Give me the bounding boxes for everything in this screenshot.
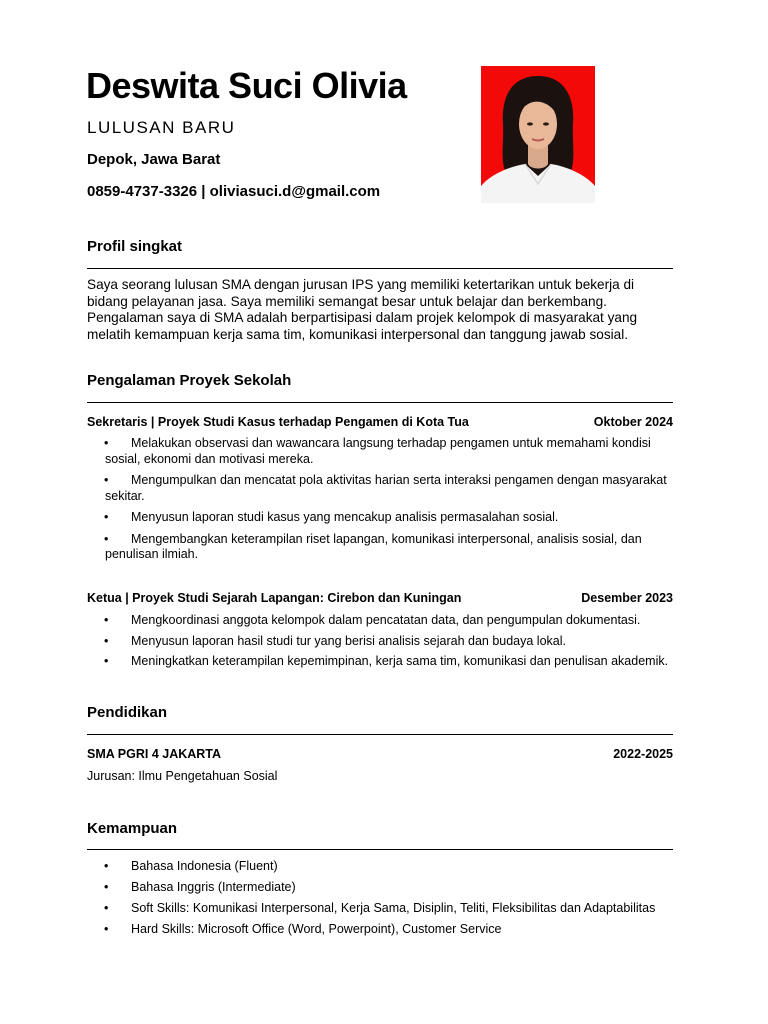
skills-divider [87, 849, 673, 850]
profile-section-title: Profil singkat [87, 238, 183, 255]
experience-entry-date: Desember 2023 [581, 591, 673, 605]
list-item: • Mengumpulkan dan mencatat pola aktivitas harian serta interaksi pengamen dengan masyarakat sekitar. [104, 473, 667, 503]
candidate-role: LULUSAN BARU [87, 118, 236, 137]
list-item: • Menyusun laporan studi kasus yang mencakup analisis permasalahan sosial. [104, 510, 559, 524]
bullet-icon: • [104, 510, 109, 524]
experience-entry-date: Oktober 2024 [593, 415, 673, 429]
bullet-icon: • [104, 859, 109, 873]
list-item: • Mengkoordinasi anggota kelompok dalam pencatatan data, dan pengumpulan dokumentasi. [104, 613, 641, 627]
skills-section-title: Kemampuan [87, 820, 178, 837]
experience-entry-title: Ketua | Proyek Studi Sejarah Lapangan: Cirebon dan Kuningan [87, 591, 462, 605]
list-item: • Meningkatkan keterampilan kepemimpinan, kerja sama tim, komunikasi dan penulisan akademik. [104, 654, 669, 668]
bullet-icon: • [104, 901, 109, 915]
education-section-title: Pendidikan [87, 704, 168, 721]
experience-section-title: Pengalaman Proyek Sekolah [87, 372, 292, 389]
skills-bullet-list [87, 859, 673, 938]
experience-divider [87, 402, 673, 403]
education-major: Jurusan: Ilmu Pengetahuan Sosial [87, 769, 278, 783]
list-item: • Bahasa Indonesia (Fluent) [104, 859, 278, 873]
profile-divider [87, 268, 673, 269]
list-item: • Bahasa Inggris (Intermediate) [104, 880, 296, 894]
experience-entry-title: Sekretaris | Proyek Studi Kasus terhadap Pengamen di Kota Tua [87, 415, 469, 429]
experience-entry-heading [87, 590, 673, 606]
candidate-name: Deswita Suci Olivia [86, 65, 407, 106]
bullet-icon: • [104, 473, 109, 487]
bullet-icon: • [104, 531, 109, 546]
profile-photo [481, 66, 595, 203]
education-divider [87, 734, 673, 735]
list-item: • Hard Skills: Microsoft Office (Word, Powerpoint), Customer Service [104, 922, 502, 936]
bullet-icon: • [104, 613, 109, 627]
education-entry-heading [87, 746, 673, 762]
bullet-icon: • [104, 880, 109, 894]
candidate-location: Depok, Jawa Barat [87, 151, 221, 168]
experience-bullet-list [87, 613, 673, 670]
list-item: • Mengembangkan keterampilan riset lapangan, komunikasi interpersonal, analisis sosial, dan penulisan ilmiah. [104, 531, 642, 561]
list-item: • Melakukan observasi dan wawancara langsung terhadap pengamen untuk memahami kondisi sosial, ekonomi dan motivasi mereka. [104, 436, 651, 466]
bullet-icon: • [104, 436, 109, 450]
school-name: SMA PGRI 4 JAKARTA [87, 747, 222, 761]
experience-bullet-list [87, 436, 673, 563]
list-item: • Menyusun laporan hasil studi tur yang berisi analisis sejarah dan budaya lokal. [104, 633, 566, 648]
experience-entry-heading [87, 414, 673, 430]
bullet-icon: • [104, 654, 109, 668]
bullet-icon: • [104, 633, 109, 648]
education-years: 2022-2025 [613, 747, 673, 761]
profile-text: Saya seorang lulusan SMA dengan jurusan IPS yang memiliki ketertarikan untuk bekerja di bidang pelayanan jasa. Saya memiliki semangat besar untuk belajar dan berkembang. Pengalaman saya di SMA adalah berpartisipasi dalam projek kelompok di masyarakat yang melatih kemampuan kerja sama tim, komunikasi interpersonal dan tanggung jawab sosial. [87, 277, 638, 342]
candidate-contact: 0859-4737-3326 | oliviasuci.d@gmail.com [87, 183, 381, 200]
list-item: • Soft Skills: Komunikasi Interpersonal, Kerja Sama, Disiplin, Teliti, Fleksibilitas dan Adaptabilitas [104, 901, 656, 915]
bullet-icon: • [104, 922, 109, 936]
